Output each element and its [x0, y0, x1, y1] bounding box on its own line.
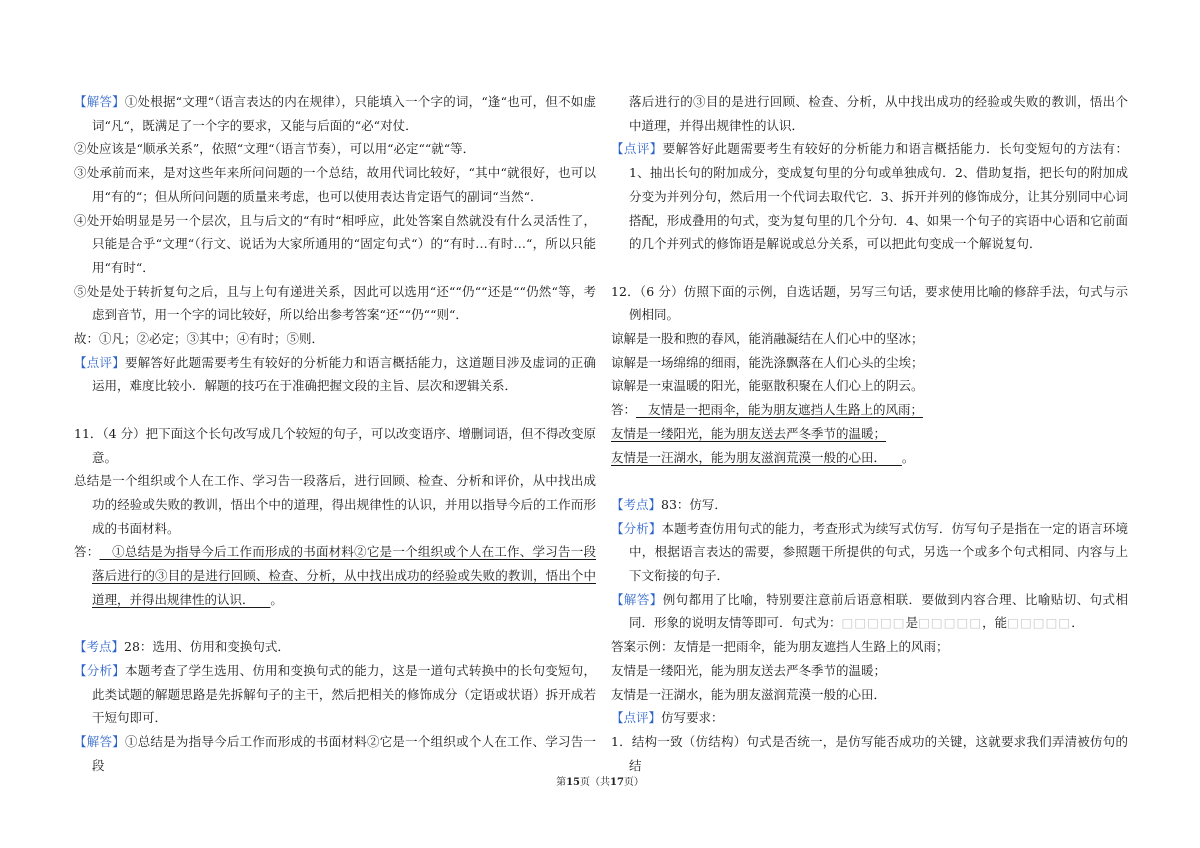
blank-placeholder: □□□□□	[1007, 615, 1072, 631]
left-column	[74, 90, 596, 777]
requirement-1: 1．结构一致（仿结构）句式是否统一，是仿写能否成功的关键，这就要求我们弄清被仿句的结	[611, 733, 1128, 773]
review-text: 仿写要求：	[661, 710, 724, 726]
answer-item-5: ⑤处是处于转折复句之后，且与上句有递进关系，因此可以选用“还““仍““还是““仍然“等，考虑到音节，用一个字的词比较好，所以给出参考答案“还““仍““则“．	[74, 283, 596, 323]
answer-item-3: ③处承前而来，是对这些年来所问问题的一个总结，故用代词比较好，“其中“就很好，也可以用“有的“；但从所问问题的质量来考虑，也可以使用表达肯定语气的副词“当然“．	[74, 165, 596, 204]
question-12: 12．（6 分）仿照下面的示例，自选话题，另写三句话，要求使用比喻的修辞手法，句式与示例相同。	[611, 283, 1128, 323]
answer-12-line-2	[611, 422, 1128, 446]
answer-item-2: ②处应该是“顺承关系”，依照“文理“（语言节奏），可以用“必定““就“等．	[74, 141, 476, 157]
answer-item-4: ④处开始明显是另一个层次，且与后文的“有时“相呼应，此处答案自然就没有什么灵活性了，只能是合乎“文理“（行文、说话为大家所通用的“固定句式“）的“有时…有时…“，所以只能用“有时“．	[74, 212, 596, 275]
answer-text: 是	[905, 615, 919, 631]
analysis-text: 本题考查了学生选用、仿用和变换句式的能力，这是一道句式转换中的长句变短句，此类试题的解题思路是先拆解句子的主干，然后把相关的修饰成分（定语或状语）拆开成若干短句即可．	[92, 662, 596, 726]
answer-text: 例句都用了比喻，特别要注意前后语意相联．要做到内容合理、比喻贴切、句式相同．形象的说明友情等即可．句式为：	[629, 591, 1128, 631]
answer-tag: 【解答】	[611, 591, 663, 607]
answer-12-text-3	[611, 450, 902, 465]
answer-12-line-3	[611, 446, 1128, 470]
answer-12-content-2: 友情是一缕阳光，能为朋友送去严冬季节的温暖；	[611, 425, 887, 441]
answer-11-text	[92, 544, 596, 606]
point-text: 28：选用、仿用和变换句式．	[124, 639, 290, 655]
answer-11-continued: 落后进行的③目的是进行回顾、检查、分析，从中找出成功的经验或失败的教训，悟出个中道理，并得出规律性的认识．	[629, 94, 1128, 133]
answer-11-end: 。	[270, 591, 283, 607]
answer-12-content-1: 友情是一把雨伞，能为朋友遮挡人生路上的风雨；	[647, 402, 923, 418]
answer-12-content-3: 友情是一汪湖水，能为朋友滋润荒漠一般的心田．	[611, 449, 887, 465]
answer-text: ①处根据“文理“（语言表达的内在规律），只能填入一个字的词，“逢“也可，但不如虚词“凡“，既满足了一个字的要求，又能与后面的“必“对仗．	[92, 94, 596, 133]
analysis-paragraph-12	[611, 517, 1128, 588]
review-text: 要解答好此题需要考生有较好的分析能力和语言概括能力，这道题目涉及虚词的正确运用，难度比较小．解题的技巧在于准确把握文段的主旨、层次和逻辑关系．	[92, 354, 596, 394]
review-paragraph-11	[611, 137, 1128, 256]
point-paragraph-11	[74, 635, 596, 659]
answer-12-text-1	[636, 402, 923, 417]
answer-tag: 【解答】	[74, 733, 125, 749]
page-number: 15	[566, 777, 580, 788]
analysis-text: 本题考查仿用句式的能力，考查形式为续写式仿写．仿写句子是指在一定的语言环境中，根据语言表达的需要，参照题干所提供的句式，另选一个或多个句式相同、内容与上下文衔接的句子．	[629, 520, 1128, 584]
right-column	[611, 90, 1128, 777]
analysis-paragraph-11	[74, 659, 596, 730]
answer-paragraph-11	[74, 730, 596, 777]
review-tag: 【点评】	[74, 354, 125, 370]
analysis-tag: 【分析】	[74, 662, 125, 678]
answer-label: 答：	[611, 402, 637, 418]
point-text: 83：仿写．	[661, 496, 727, 512]
answer-11	[74, 540, 596, 611]
footer-mid: 页（共	[580, 777, 610, 788]
review-text: 要解答好此题需要考生有较好的分析能力和语言概括能力．长句变短句的方法有：1、抽出长句的附加成分，变成复句里的分句或单独成句．2、借助复指，把长句的附加成分变为并列分句，然后用一个代词去取代它．3、拆开并列的修饰成分，让其分别同中心词搭配，形成叠用的句式，变为复句里的几个分句．4、如果一个句子的宾语中心语和它前面的几个并列式的修饰语是解说或总分关系，可以把此句变成一个解说复句．	[629, 141, 1128, 252]
sample-answer-1: 答案示例：友情是一把雨伞，能为朋友遮挡人生路上的风雨；	[611, 639, 949, 655]
answer-11-content: ①总结是为指导今后工作而形成的书面材料②它是一个组织或个人在工作、学习告一段落后进行的③目的是进行回顾、检查、分析，从中找出成功的经验或失败的教训，悟出个中道理，并得出规律性的认识．	[92, 544, 596, 607]
example-line-1: 谅解是一股和煦的春风，能消融凝结在人们心中的坚冰；	[611, 331, 924, 347]
sample-answer-3: 友情是一汪湖水，能为朋友滋润荒漠一般的心田．	[611, 686, 887, 702]
answer-summary: 故：①凡；②必定；③其中；④有时；⑤则．	[74, 331, 325, 347]
answer-text: ①总结是为指导今后工作而形成的书面材料②它是一个组织或个人在工作、学习告一段	[92, 733, 596, 773]
answer-paragraph-1	[74, 90, 596, 137]
footer-post: 页）	[623, 777, 644, 788]
question-11: 11．（4 分）把下面这个长句改写成几个较短的句子，可以改变语序、增删词语，但不得改变原意。	[74, 425, 596, 465]
answer-12-end: 。	[901, 449, 915, 465]
page-footer	[0, 773, 1200, 788]
total-pages: 17	[610, 777, 624, 788]
answer-text: ，能	[982, 615, 1008, 631]
blank-placeholder: □□□□□	[841, 615, 906, 631]
answer-12-line-1	[611, 398, 1128, 422]
review-tag: 【点评】	[611, 710, 662, 726]
point-tag: 【考点】	[74, 639, 125, 655]
point-paragraph-12	[611, 493, 1128, 517]
point-tag: 【考点】	[611, 496, 662, 512]
analysis-tag: 【分析】	[611, 520, 662, 536]
review-tag: 【点评】	[611, 141, 663, 157]
answer-paragraph-12	[611, 588, 1128, 635]
footer-pre: 第	[556, 777, 567, 788]
review-paragraph-12	[611, 706, 1128, 730]
blank-placeholder: □□□□□	[918, 615, 983, 631]
review-paragraph	[74, 351, 596, 398]
example-line-2: 谅解是一场绵绵的细雨，能洗涤飘落在人们心头的尘埃；	[611, 354, 924, 370]
sample-answer-2: 友情是一缕阳光，能为朋友送去严冬季节的温暖；	[611, 662, 887, 678]
answer-text: ．	[1071, 615, 1084, 631]
example-line-3: 谅解是一束温暖的阳光，能驱散积聚在人们心上的阴云。	[611, 378, 924, 394]
answer-label: 答：	[74, 544, 100, 560]
question-11-text: 总结是一个组织或个人在工作、学习告一段落后，进行回顾、检查、分析和评价，从中找出成功的经验或失败的教训，悟出个中的道理，得出规律性的认识，并用以指导今后的工作而形成的书面材料。	[74, 473, 596, 536]
answer-tag: 【解答】	[74, 94, 125, 109]
